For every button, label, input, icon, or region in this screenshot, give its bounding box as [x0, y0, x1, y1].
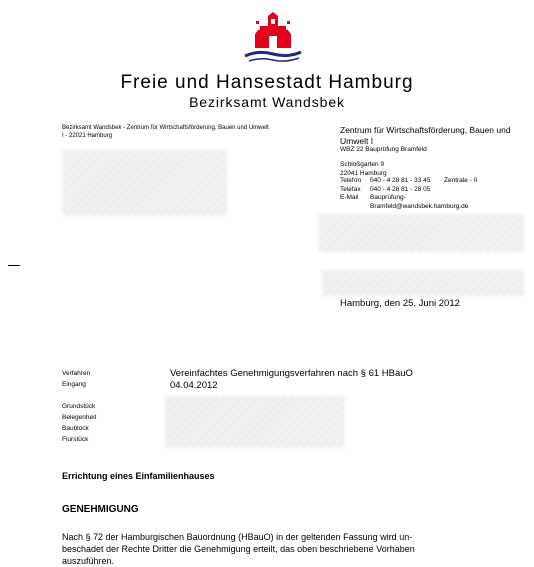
hamburg-coat-of-arms-icon [243, 12, 303, 68]
page-title: Freie und Hansestadt Hamburg [120, 72, 414, 93]
office-name: Zentrum für Wirtschaftsförderung, Bauen und Umwelt I [340, 125, 511, 146]
email-label: E-Mail [340, 194, 359, 201]
letter-date: Hamburg, den 25. Juni 2012 [340, 298, 460, 309]
central-number: Zentrale - 0 [444, 177, 478, 184]
body-line: auszuführen. [62, 556, 115, 566]
fold-mark [8, 265, 20, 266]
office-address [340, 160, 387, 178]
label-baublock: Baublock [62, 425, 89, 432]
label-verfahren: Verfahren [62, 370, 91, 377]
office-street: Schloßgarten 9 [340, 161, 385, 168]
approval-heading: GENEHMIGUNG [62, 504, 139, 515]
office-city: 22041 Hamburg [340, 170, 387, 177]
body-line: Nach § 72 der Hamburgischen Bauordnung (HBauO) in der geltenden Fassung wird un- [62, 532, 413, 542]
label-eingang: Eingang [62, 381, 86, 388]
office-contact-table [340, 177, 477, 211]
phone-label: Telefon [340, 177, 361, 184]
redacted-reference-block [318, 214, 524, 252]
page-subtitle: Bezirksamt Wandsbek [189, 94, 345, 110]
email-line-2: Bramfeld@wandsbek.hamburg.de [370, 202, 469, 210]
phone-number[interactable]: 040 - 4 28 81 - 33 45 [370, 177, 431, 184]
sender-line: Bezirksamt Wandsbek - Zentrum für Wirtschaftsförderung, Bauen und Umwelt I - 22021 Hamburg [62, 125, 269, 139]
office-department: WBZ 22 Bauprüfung Bramfeld [340, 146, 427, 153]
label-grundstueck: Grundstück [62, 403, 96, 410]
fax-number: 040 - 4 28 81 - 28 05 [370, 185, 431, 193]
redacted-property-details [165, 396, 345, 448]
body-line: beschadet der Rechte Dritter die Genehmigung erteilt, das oben beschriebene Vorhaben [62, 544, 415, 554]
redacted-recipient-address [62, 150, 227, 216]
label-belegenheit: Belegenheit [62, 414, 97, 421]
subject-line: Errichtung eines Einfamilienhauses [62, 471, 215, 481]
value-eingang: 04.04.2012 [170, 380, 218, 391]
fax-label: Telefax [340, 185, 361, 193]
email-address[interactable] [370, 194, 477, 211]
label-flurstueck: Flurstück [62, 436, 89, 443]
email-line-1: Bauprüfung- [370, 194, 406, 201]
redacted-reference-block-2 [322, 270, 524, 296]
value-verfahren: Vereinfachtes Genehmigungsverfahren nach § 61 HBauO [170, 368, 413, 379]
body-paragraph [62, 531, 472, 567]
